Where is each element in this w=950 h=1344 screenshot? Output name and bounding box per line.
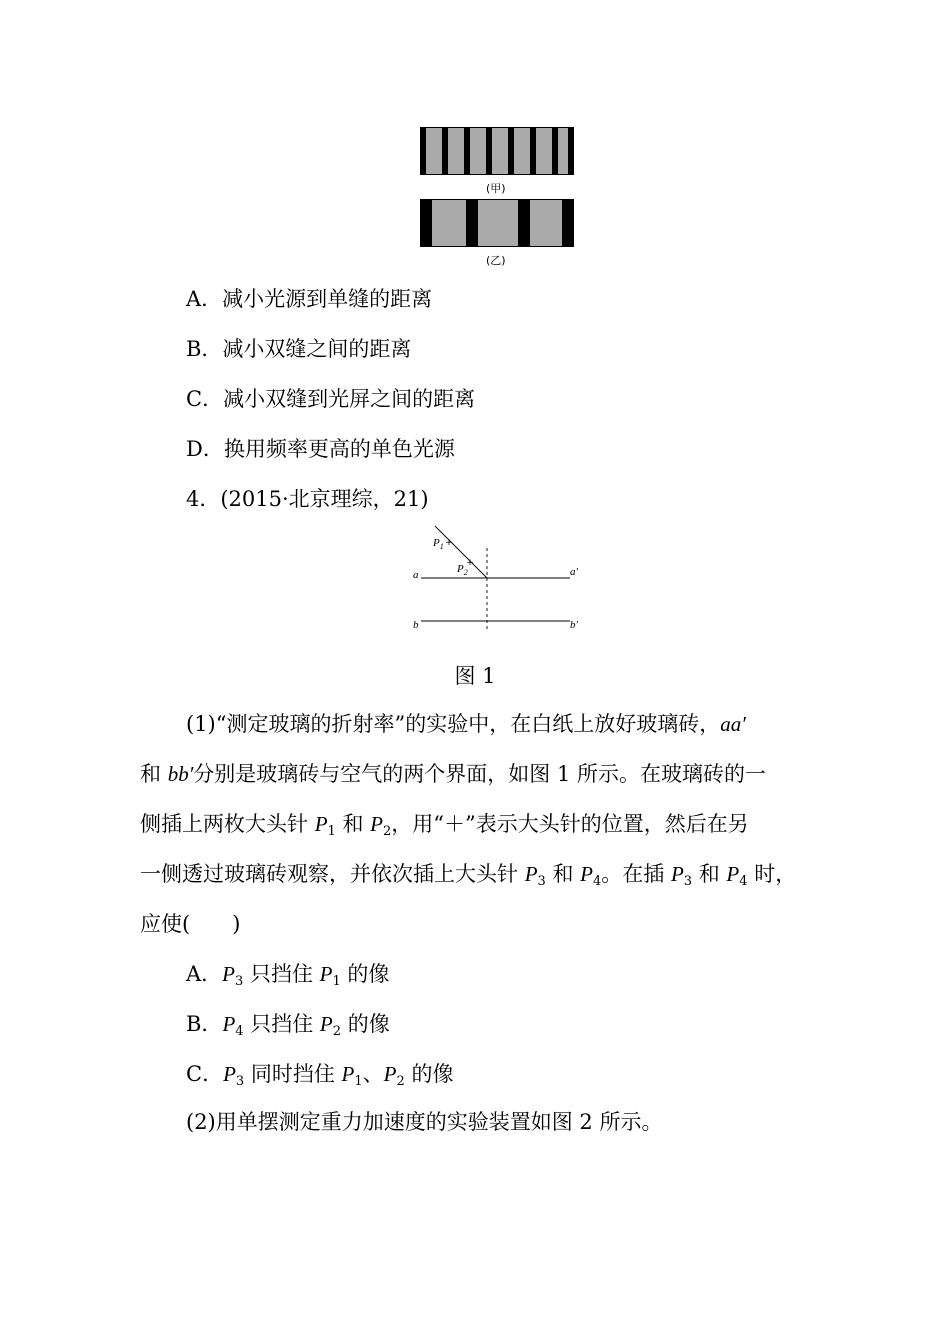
q4-part1-line-5: 应使( ) [140, 912, 241, 936]
q4-option-c: C．$P_3$ 同时挡住 $P_1$、$P_2$ 的像 [186, 1062, 454, 1089]
fringe-pattern-yi [420, 199, 574, 247]
q3-option-c: C．减小双缝到光屏之间的距离 [186, 387, 476, 411]
svg-text:+: + [445, 538, 453, 548]
q3-option-d: D．换用频率更高的单色光源 [186, 437, 455, 461]
svg-text:P2: $P_2$ [457, 563, 468, 577]
caption-jia: (甲) [486, 182, 506, 195]
q4-part2: (2)用单摆测定重力加速度的实验装置如图 2 所示。 [186, 1110, 663, 1134]
caption-yi: (乙) [486, 254, 506, 267]
fringe-pattern-jia [420, 127, 574, 175]
q4-part1-line-4: 一侧透过玻璃砖观察，并依次插上大头针 $P_3$ 和 $P_4$。在插 $P_3$ 和 $P_4$ 时， [140, 862, 797, 889]
svg-text:P1: $P_1$ [433, 537, 444, 551]
refraction-diagram [405, 520, 595, 635]
q4-part1-line-2: 和 bb′分别是玻璃砖与空气的两个界面，如图 1 所示。在玻璃砖的一 [140, 762, 766, 786]
q3-option-a: A．减小光源到单缝的距离 [186, 287, 433, 311]
q4-option-a: A．$P_3$ 只挡住 $P_1$ 的像 [186, 962, 390, 989]
q3-option-b: B．减小双缝之间的距离 [186, 337, 412, 361]
q4-part1-line-1: (1)“测定玻璃的折射率”的实验中，在白纸上放好玻璃砖，aa′ [186, 712, 746, 736]
q4-part1-line-3: 侧插上两枚大头针 $P_1$ 和 $P_2$，用“＋”表示大头针的位置，然后在另 [140, 812, 749, 839]
svg-text:+: + [466, 558, 474, 568]
svg-text:a: a [413, 569, 419, 581]
svg-text:b: b [413, 619, 419, 631]
q4-option-b: B．$P_4$ 只挡住 $P_2$ 的像 [186, 1012, 390, 1039]
figure-1-caption: 图 1 [454, 664, 496, 688]
svg-text:a′: a′ [570, 566, 578, 578]
q4-header: 4．(2015·北京理综，21) [186, 487, 429, 511]
svg-text:b′: b′ [570, 619, 578, 631]
